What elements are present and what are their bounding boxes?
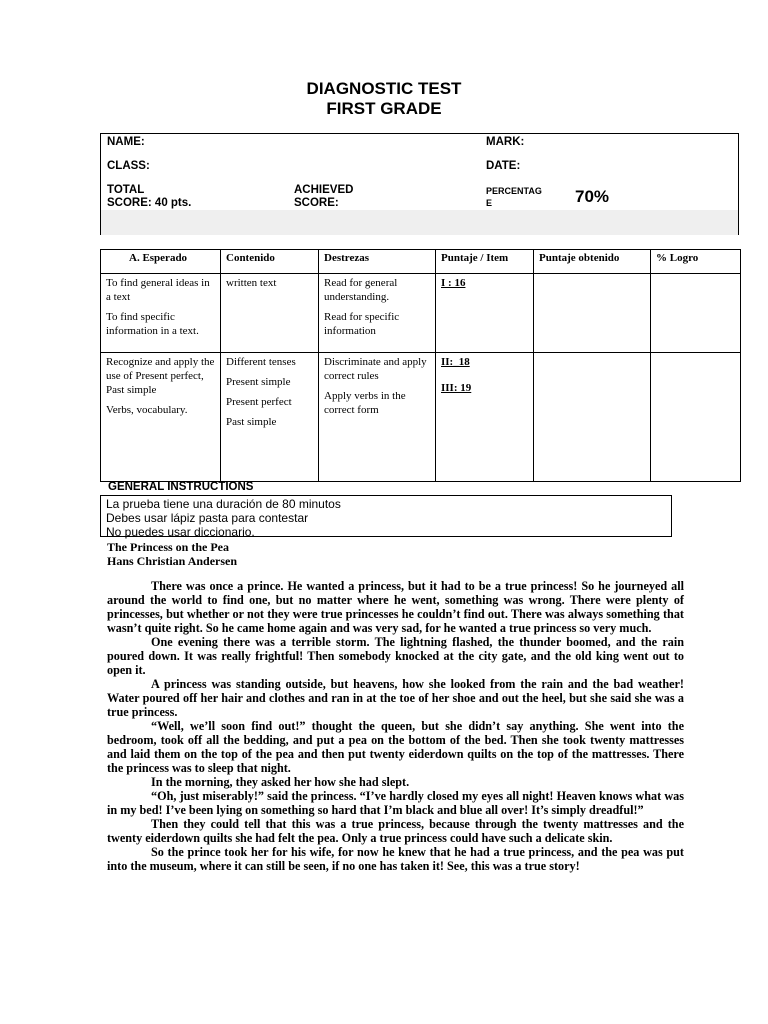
- col-header: Contenido: [221, 250, 319, 274]
- story-paragraph: “Oh, just miserably!” said the princess. “I’ve hardly closed my eyes all night! Heaven knows what was in my bed! I’ve been lying on something so hard that I’m black and blue all over! It’s simply dreadful!”: [107, 789, 684, 817]
- story-author: Hans Christian Andersen: [107, 554, 238, 568]
- story-paragraph: “Well, we’ll soon find out!” thought the queen, but she didn’t say anything. She went into the bedroom, took off all the bedding, and put a pea on the bottom of the bed. Then she took twenty mattresses and laid them on the top of the pea and then put twenty eiderdown quilts on the top of the mattresses. There the princess was to sleep that night.: [107, 719, 684, 775]
- col-header: Destrezas: [319, 250, 436, 274]
- table-cell: I : 16: [436, 274, 534, 353]
- table-cell: II:_18 III: 19: [436, 353, 534, 482]
- table-cell: Read for general understanding. Read for specific information: [319, 274, 436, 353]
- table-cell: Recognize and apply the use of Present perfect, Past simple Verbs, vocabulary.: [101, 353, 221, 482]
- table-cell: [534, 274, 651, 353]
- instruction-item: No puedes usar diccionario.: [106, 525, 255, 539]
- story-paragraph: In the morning, they asked her how she had slept.: [151, 775, 410, 789]
- shaded-row: [101, 210, 738, 235]
- general-instructions-box: [100, 495, 672, 537]
- col-header: % Logro: [651, 250, 741, 274]
- percentage-value: 70%: [575, 187, 610, 206]
- percentage-label: PERCENTAG E: [486, 186, 542, 208]
- table-cell: [534, 353, 651, 482]
- story-paragraph: There was once a prince. He wanted a princess, but it had to be a true princess! So he journeyed all around the world to find one, but no matter where he went, something was wrong. There were plenty of princesses, but whether or not they were true princesses he couldn’t find out. There was always something that wasn’t quite right. So he came home again and was very sad, for he wanted a true princess so very much.: [107, 579, 684, 635]
- story-paragraph: So the prince took her for his wife, for now he knew that he had a true princess, and the pea was put into the museum, where it can still be seen, if no one has taken it! See, this was a true story!: [107, 845, 684, 873]
- table-cell: To find general ideas in a text To find specific information in a text.: [101, 274, 221, 353]
- table-header-row: [101, 250, 741, 274]
- student-info-box: [100, 133, 739, 235]
- story-heading: [107, 540, 237, 568]
- col-header: Puntaje obtenido: [534, 250, 651, 274]
- table-row: [101, 353, 741, 482]
- col-header: A. Esperado: [101, 250, 221, 274]
- table-cell: [651, 353, 741, 482]
- story-title: The Princess on the Pea: [107, 540, 229, 554]
- table-cell: [651, 274, 741, 353]
- table-row: [101, 274, 741, 353]
- objectives-table: [100, 249, 741, 482]
- table-cell: Different tenses Present simple Present perfect Past simple: [221, 353, 319, 482]
- page-title: DIAGNOSTIC TEST: [306, 79, 462, 98]
- page-subtitle: FIRST GRADE: [326, 99, 442, 118]
- story-paragraph: A princess was standing outside, but heavens, how she looked from the rain and the bad weather! Water poured off her hair and clothes and ran in at the toe of her shoe and out the heel, but she said she was a true princess.: [107, 677, 684, 719]
- story-text: [107, 579, 684, 873]
- date-label: DATE:: [486, 160, 521, 172]
- table-cell: Discriminate and apply correct rules Apply verbs in the correct form: [319, 353, 436, 482]
- table-cell: written text: [221, 274, 319, 353]
- general-instructions-title: GENERAL INSTRUCTIONS: [108, 481, 254, 493]
- name-label: NAME:: [107, 136, 145, 148]
- total-score-label: TOTAL SCORE: 40 pts.: [107, 184, 192, 209]
- mark-label: MARK:: [486, 136, 525, 148]
- instruction-item: La prueba tiene una duración de 80 minutos: [106, 497, 341, 511]
- col-header: Puntaje / Item: [436, 250, 534, 274]
- instruction-item: Debes usar lápiz pasta para contestar: [106, 511, 309, 525]
- story-paragraph: Then they could tell that this was a true princess, because through the twenty mattresses and the twenty eiderdown quilts she had felt the pea. Only a true princess could have such a delicate skin.: [107, 817, 684, 845]
- achieved-score-label: ACHIEVED SCORE:: [294, 184, 354, 209]
- class-label: CLASS:: [107, 160, 150, 172]
- story-paragraph: One evening there was a terrible storm. The lightning flashed, the thunder boomed, and the rain poured down. It was really frightful! Then somebody knocked at the city gate, and the old king went out to open it.: [107, 635, 684, 677]
